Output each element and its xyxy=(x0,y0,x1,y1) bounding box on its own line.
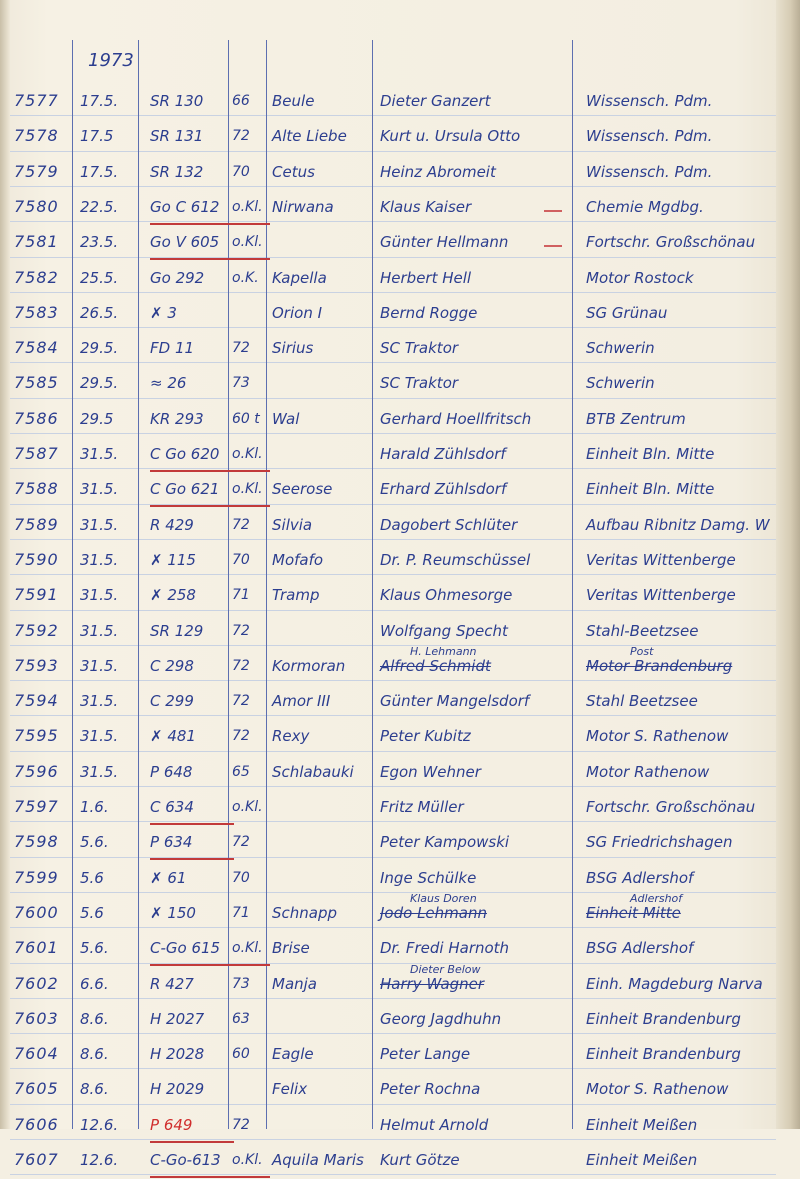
boat-name: Silvia xyxy=(272,515,313,534)
class-year: 65 xyxy=(232,763,250,780)
entry-number: 7606 xyxy=(14,1114,59,1134)
owner-name: Georg Jagdhuhn xyxy=(380,1009,502,1028)
entry-number: 7579 xyxy=(14,161,59,181)
club-name: Motor S. Rathenow xyxy=(586,1080,729,1099)
club-name: Wissensch. Pdm. xyxy=(586,127,713,146)
club-name: BSG Adlershof xyxy=(586,939,694,958)
registration: KR 293 xyxy=(150,409,204,428)
owner-name: Harald Zühlsdorf xyxy=(380,445,506,463)
entry-date: 29.5. xyxy=(80,339,119,358)
entry-date: 17.5 xyxy=(80,127,114,146)
club-name: Wissensch. Pdm. xyxy=(586,92,713,110)
club-name: Motor Brandenburg xyxy=(586,656,733,675)
class-year: 63 xyxy=(232,1010,250,1027)
class-year: 60 xyxy=(232,1046,250,1063)
boat-name xyxy=(272,788,380,823)
entry-number: 7595 xyxy=(14,726,59,746)
entry-date: 17.5. xyxy=(80,162,119,181)
entry-date: 5.6. xyxy=(80,833,109,852)
ledger-row xyxy=(10,329,776,364)
class-year: 72 xyxy=(232,128,250,145)
class-year: o.Kl. xyxy=(232,799,263,815)
class-year: 72 xyxy=(232,834,250,851)
registration: C-Go-613 xyxy=(150,1141,234,1178)
entry-date: 29.5 xyxy=(80,409,114,428)
owner-name: Peter Rochna xyxy=(380,1080,481,1099)
boat-name: Amor III xyxy=(272,692,331,711)
owner-name: Günter Hellmann xyxy=(380,233,509,252)
entry-date: 31.5. xyxy=(80,762,119,781)
entry-number: 7583 xyxy=(14,302,59,322)
registration: ✗ 258 xyxy=(150,586,196,605)
class-year: 72 xyxy=(232,1116,250,1133)
class-year: 72 xyxy=(232,728,250,745)
entry-number: 7585 xyxy=(14,373,59,393)
ledger-row xyxy=(10,788,776,823)
class-year: 73 xyxy=(232,975,250,992)
registration: C-Go 615 xyxy=(150,929,234,966)
red-mark xyxy=(544,210,562,212)
club-name: Chemie Mgdbg. xyxy=(586,197,704,216)
class-year: 71 xyxy=(232,587,250,604)
boat-name xyxy=(272,859,380,894)
owner-correction: Klaus Doren xyxy=(410,891,477,905)
class-year xyxy=(232,294,270,329)
registration: P 648 xyxy=(150,762,193,781)
boat-name xyxy=(272,823,380,858)
entry-date: 12.6. xyxy=(80,1115,119,1134)
entry-date: 5.6. xyxy=(80,939,109,958)
registration: ✗ 3 xyxy=(150,303,177,322)
club-name: Einheit Brandenburg xyxy=(586,1045,741,1064)
entry-date: 8.6. xyxy=(80,1009,109,1028)
club-name: Veritas Wittenberge xyxy=(586,586,736,605)
club-name: Stahl-Beetzsee xyxy=(586,621,699,640)
ledger-row xyxy=(10,859,776,894)
ledger-row xyxy=(10,682,776,717)
boat-name: Rexy xyxy=(272,727,310,746)
entry-date: 31.5. xyxy=(80,515,119,534)
entry-date: 31.5. xyxy=(80,692,119,711)
registration: C 634 xyxy=(150,788,234,825)
owner-name: Peter Lange xyxy=(380,1045,471,1064)
boat-name: Eagle xyxy=(272,1045,314,1064)
entry-date: 31.5. xyxy=(80,727,119,746)
registration: SR 129 xyxy=(150,621,204,640)
entry-number: 7584 xyxy=(14,338,59,358)
ledger-row xyxy=(10,117,776,152)
boat-name: Felix xyxy=(272,1080,308,1099)
registration: H 2029 xyxy=(150,1080,205,1099)
entry-number: 7592 xyxy=(14,620,59,640)
club-correction: Post xyxy=(630,644,654,658)
club-name: Motor Rathenow xyxy=(586,762,710,781)
registration: R 429 xyxy=(150,515,194,534)
boat-name: Kormoran xyxy=(272,656,346,675)
registration: ✗ 115 xyxy=(150,550,196,569)
club-name: Einheit Bln. Mitte xyxy=(586,480,715,499)
class-year: 72 xyxy=(232,693,250,710)
owner-name: Kurt u. Ursula Otto xyxy=(380,127,521,146)
class-year: o.Kl. xyxy=(232,188,270,225)
club-name: Aufbau Ribnitz Damg. W xyxy=(586,515,770,534)
boat-name: Beule xyxy=(272,92,315,110)
boat-name xyxy=(272,1000,380,1035)
entry-date: 31.5. xyxy=(80,480,119,499)
entry-date: 31.5. xyxy=(80,621,119,640)
ledger-row xyxy=(10,962,776,1000)
owner-name: Klaus Ohmesorge xyxy=(380,586,513,605)
ledger-row xyxy=(10,1000,776,1035)
boat-name: Kapella xyxy=(272,268,327,287)
registration: C 298 xyxy=(150,656,194,675)
club-name: Einh. Magdeburg Narva xyxy=(586,974,763,993)
boat-name xyxy=(272,364,380,399)
ledger-row xyxy=(10,82,776,117)
registration: C Go 620 xyxy=(150,435,234,472)
entry-date: 31.5. xyxy=(80,550,119,569)
class-year: o.Kl. xyxy=(232,929,270,966)
boat-name: Aquila Maris xyxy=(272,1151,364,1169)
owner-name: Egon Wehner xyxy=(380,762,481,781)
entry-number: 7599 xyxy=(14,867,59,887)
entry-number: 7602 xyxy=(14,973,59,993)
entry-number: 7580 xyxy=(14,196,59,216)
owner-name: Fritz Müller xyxy=(380,798,464,816)
entry-date: 31.5. xyxy=(80,445,119,463)
entry-date: 8.6. xyxy=(80,1080,109,1099)
owner-name: Erhard Zühlsdorf xyxy=(380,480,507,499)
registration: SR 131 xyxy=(150,127,204,146)
registration: C Go 621 xyxy=(150,470,234,507)
entry-number: 7582 xyxy=(14,267,59,287)
owner-name: Wolfgang Specht xyxy=(380,621,508,640)
ledger-row xyxy=(10,612,776,647)
club-name: Motor Rostock xyxy=(586,268,694,287)
club-name: Einheit Mitte xyxy=(586,903,681,922)
owner-name: Alfred Schmidt xyxy=(380,656,491,675)
page-binding xyxy=(0,0,10,1129)
registration: SR 130 xyxy=(150,92,204,110)
club-name: SG Grünau xyxy=(586,303,668,322)
entry-date: 29.5. xyxy=(80,374,119,393)
entry-number: 7601 xyxy=(14,938,59,958)
class-year: 70 xyxy=(232,551,250,568)
owner-name: Kurt Götze xyxy=(380,1151,460,1169)
boat-name xyxy=(272,223,380,258)
boat-name xyxy=(272,612,380,647)
boat-name: Brise xyxy=(272,939,310,958)
club-correction: Adlershof xyxy=(630,891,683,905)
class-year xyxy=(232,1070,270,1105)
registration: ✗ 481 xyxy=(150,727,196,746)
entry-number: 7598 xyxy=(14,832,59,852)
club-name: SG Friedrichshagen xyxy=(586,833,733,852)
ledger-row xyxy=(10,153,776,188)
owner-name: Klaus Kaiser xyxy=(380,197,472,216)
registration: H 2027 xyxy=(150,1009,205,1028)
club-name: Einheit Brandenburg xyxy=(586,1009,741,1028)
owner-name: Dieter Ganzert xyxy=(380,92,491,110)
ledger-row xyxy=(10,1070,776,1105)
registration: ✗ 61 xyxy=(150,868,187,887)
owner-name: Harry Wagner xyxy=(380,974,485,993)
class-year: 72 xyxy=(232,622,250,639)
ledger-row xyxy=(10,400,776,435)
entry-date: 26.5. xyxy=(80,303,119,322)
club-name: BTB Zentrum xyxy=(586,409,686,428)
entry-date: 8.6. xyxy=(80,1045,109,1064)
entry-number: 7586 xyxy=(14,408,59,428)
club-name: Einheit Meißen xyxy=(586,1115,698,1134)
ledger-row xyxy=(10,891,776,929)
entry-date: 23.5. xyxy=(80,233,119,252)
boat-name: Mofafo xyxy=(272,550,324,569)
owner-name: Gerhard Hoellfritsch xyxy=(380,409,532,428)
ledger-row xyxy=(10,188,776,223)
class-year: o.Kl. xyxy=(232,223,270,260)
registration: P 634 xyxy=(150,823,234,860)
year-heading: 1973 xyxy=(88,50,134,71)
owner-name: SC Traktor xyxy=(380,374,459,393)
owner-name: Bernd Rogge xyxy=(380,303,478,322)
club-name: Fortschr. Großschönau xyxy=(586,233,756,252)
boat-name xyxy=(272,1106,380,1141)
registration: Go V 605 xyxy=(150,223,234,260)
boat-name: Manja xyxy=(272,974,317,993)
owner-name: Heinz Abromeit xyxy=(380,162,496,181)
ledger-row xyxy=(10,717,776,752)
boat-name xyxy=(272,435,380,470)
entry-number: 7591 xyxy=(14,585,59,605)
registration: SR 132 xyxy=(150,162,204,181)
entry-number: 7578 xyxy=(14,126,59,146)
registration: H 2028 xyxy=(150,1045,205,1064)
club-name: BSG Adlershof xyxy=(586,868,694,887)
boat-name: Tramp xyxy=(272,586,320,605)
class-year: 60 t xyxy=(232,410,260,427)
ledger-row xyxy=(10,364,776,399)
entry-number: 7594 xyxy=(14,691,59,711)
boat-name: Orion I xyxy=(272,303,323,322)
ledger-row xyxy=(10,259,776,294)
registration: FD 11 xyxy=(150,339,195,358)
registration: P 649 xyxy=(150,1106,234,1143)
ledger-row xyxy=(10,576,776,611)
owner-name: Herbert Hell xyxy=(380,268,472,287)
class-year: 72 xyxy=(232,516,250,533)
entry-number: 7605 xyxy=(14,1079,59,1099)
entry-number: 7577 xyxy=(14,91,59,110)
entry-number: 7603 xyxy=(14,1008,59,1028)
registration: C 299 xyxy=(150,692,194,711)
owner-name: Dr. P. Reumschüssel xyxy=(380,550,531,569)
owner-correction: H. Lehmann xyxy=(410,644,477,658)
class-year: 70 xyxy=(232,163,250,180)
entry-date: 22.5. xyxy=(80,197,119,216)
red-mark xyxy=(544,245,562,247)
club-name: Wissensch. Pdm. xyxy=(586,162,713,181)
ledger-row xyxy=(10,1035,776,1070)
club-name: Fortschr. Großschönau xyxy=(586,798,756,816)
boat-name: Schnapp xyxy=(272,903,338,922)
owner-name: Peter Kampowski xyxy=(380,833,510,852)
ledger-row xyxy=(10,506,776,541)
club-name: Schwerin xyxy=(586,374,655,393)
owner-correction: Dieter Below xyxy=(410,962,481,976)
registration: Go C 612 xyxy=(150,188,234,225)
registration: Go 292 xyxy=(150,268,205,287)
class-year: o.Kl. xyxy=(232,435,270,472)
class-year: 72 xyxy=(232,657,250,674)
entry-number: 7589 xyxy=(14,514,59,534)
owner-name: Günter Mangelsdorf xyxy=(380,692,530,711)
owner-name: Helmut Arnold xyxy=(380,1115,489,1134)
entry-date: 5.6 xyxy=(80,868,104,887)
ledger-row xyxy=(10,753,776,788)
boat-name: Cetus xyxy=(272,162,315,181)
club-name: Motor S. Rathenow xyxy=(586,727,729,746)
owner-name: SC Traktor xyxy=(380,339,459,358)
ledger-row xyxy=(10,435,776,470)
club-name: Einheit Bln. Mitte xyxy=(586,445,715,463)
owner-name: Inge Schülke xyxy=(380,868,477,887)
entry-number: 7596 xyxy=(14,761,59,781)
ledger-row xyxy=(10,1141,776,1176)
owner-name: Jodo Lehmann xyxy=(380,903,487,922)
entry-number: 7607 xyxy=(14,1150,59,1169)
registration: ✗ 150 xyxy=(150,903,196,922)
entry-number: 7581 xyxy=(14,232,59,252)
boat-name: Alte Liebe xyxy=(272,127,347,146)
ledger-row xyxy=(10,541,776,576)
registration: ≈ 26 xyxy=(150,374,187,393)
club-name: Schwerin xyxy=(586,339,655,358)
entry-date: 25.5. xyxy=(80,268,119,287)
entry-number: 7588 xyxy=(14,479,59,499)
entry-number: 7590 xyxy=(14,549,59,569)
ledger-row xyxy=(10,644,776,682)
ledger-row xyxy=(10,929,776,964)
owner-name: Dr. Fredi Harnoth xyxy=(380,939,510,958)
entry-number: 7604 xyxy=(14,1044,59,1064)
entry-number: 7600 xyxy=(14,902,59,922)
ledger-row xyxy=(10,470,776,505)
entry-number: 7597 xyxy=(14,797,59,816)
entry-date: 31.5. xyxy=(80,656,119,675)
ledger-row xyxy=(10,223,776,258)
entry-number: 7593 xyxy=(14,655,59,675)
owner-name: Dagobert Schlüter xyxy=(380,515,518,534)
class-year: o.K. xyxy=(232,269,259,286)
class-year: o.Kl. xyxy=(232,470,270,507)
entry-date: 17.5. xyxy=(80,92,119,110)
boat-name: Schlabauki xyxy=(272,762,354,781)
club-name: Veritas Wittenberge xyxy=(586,550,736,569)
club-name: Stahl Beetzsee xyxy=(586,692,698,711)
entry-date: 5.6 xyxy=(80,903,104,922)
boat-name: Seerose xyxy=(272,480,333,499)
entry-date: 6.6. xyxy=(80,974,109,993)
registration: R 427 xyxy=(150,974,194,993)
class-year: o.Kl. xyxy=(232,1141,270,1178)
boat-name: Sirius xyxy=(272,339,314,358)
ledger-row xyxy=(10,294,776,329)
class-year: 66 xyxy=(232,93,250,109)
entry-date: 12.6. xyxy=(80,1151,119,1169)
entry-date: 31.5. xyxy=(80,586,119,605)
entry-date: 1.6. xyxy=(80,798,109,816)
ledger-row xyxy=(10,823,776,858)
club-name: Einheit Meißen xyxy=(586,1151,698,1169)
class-year: 70 xyxy=(232,869,250,886)
entry-number: 7587 xyxy=(14,444,59,463)
owner-name: Peter Kubitz xyxy=(380,727,471,746)
boat-name: Nirwana xyxy=(272,197,334,216)
class-year: 73 xyxy=(232,375,250,392)
boat-name: Wal xyxy=(272,409,300,428)
class-year: 72 xyxy=(232,340,250,357)
ledger-row xyxy=(10,1106,776,1141)
class-year: 71 xyxy=(232,904,250,921)
